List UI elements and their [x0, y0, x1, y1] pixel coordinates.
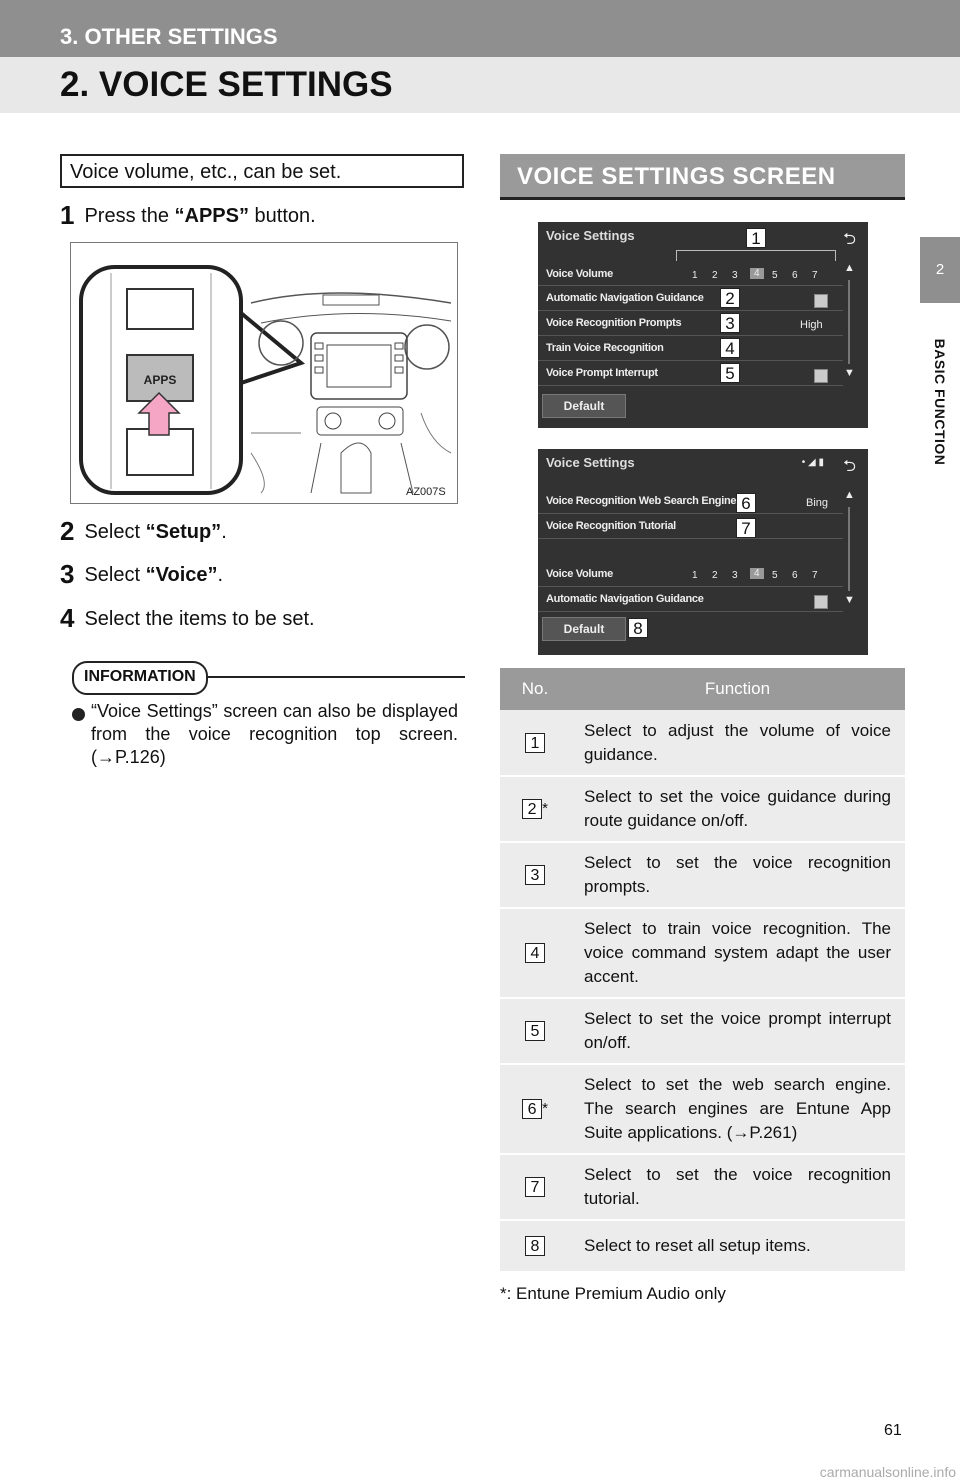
function-text: Select to set the voice prompt interrupt on/off. — [570, 998, 905, 1064]
number-box: 1 — [525, 733, 545, 753]
volume-4-selected[interactable]: 4 — [750, 568, 764, 579]
number-box: 5 — [525, 1021, 545, 1041]
function-text: Select to set the voice guidance during route guidance on/off. — [570, 776, 905, 842]
row-voice-prompt-interrupt[interactable]: Voice Prompt Interrupt — [546, 367, 658, 379]
number-box: 6 — [522, 1099, 542, 1119]
scroll-down-icon[interactable]: ▼ — [844, 367, 855, 379]
header-function: Function — [570, 668, 905, 710]
row-voice-volume[interactable]: Voice Volume — [546, 568, 613, 580]
row-auto-nav-guidance[interactable]: Automatic Navigation Guidance — [546, 292, 704, 304]
watermark: carmanualsonline.info — [819, 1464, 956, 1480]
table-row: 6 * Select to set the web search engine. The search engines are Entune App Suite applications. (→P.261) — [500, 1064, 905, 1154]
intro-box: Voice volume, etc., can be set. — [60, 154, 464, 188]
volume-2[interactable]: 2 — [712, 570, 718, 581]
information-tag: INFORMATION — [72, 661, 208, 695]
chapter-label: BASIC FUNCTION — [932, 338, 948, 466]
number-box: 2 — [522, 799, 542, 819]
chapter-tab: 2 — [920, 237, 960, 303]
function-text: Select to adjust the volume of voice guidance. — [570, 710, 905, 776]
back-icon: ⮌ — [843, 231, 856, 248]
function-text: Select to train voice recognition. The voice command system adapt the user accent. — [570, 908, 905, 998]
callout-5: 5 — [720, 363, 740, 383]
row-auto-nav-guidance[interactable]: Automatic Navigation Guidance — [546, 593, 704, 605]
information-body — [72, 700, 458, 769]
page-title-bar — [0, 57, 960, 113]
back-icon: ⮌ — [843, 458, 856, 475]
row-web-search-engine[interactable]: Voice Recognition Web Search Engine — [546, 495, 737, 507]
screen-title: Voice Settings — [546, 455, 635, 470]
volume-7[interactable]: 7 — [812, 570, 818, 581]
volume-3[interactable]: 3 — [732, 270, 738, 281]
section-header-bar — [0, 0, 960, 57]
scroll-down-icon[interactable]: ▼ — [844, 594, 855, 606]
voice-settings-screen-1 — [538, 222, 868, 428]
chapter-label-box — [920, 318, 960, 486]
table-row — [500, 998, 905, 1064]
engine-value: Bing — [806, 497, 829, 509]
apps-button-label: APPS — [143, 373, 177, 387]
bullet-icon — [72, 700, 91, 769]
function-text: Select to reset all setup items. — [570, 1220, 905, 1272]
volume-6[interactable]: 6 — [792, 270, 798, 281]
table-row — [500, 842, 905, 908]
callout-2: 2 — [720, 288, 740, 308]
function-text: Select to set the web search engine. The search engines are Entune App Suite applications. (→P.261) — [570, 1064, 905, 1154]
voice-settings-screen-2 — [538, 449, 868, 655]
page-number: 61 — [884, 1422, 902, 1439]
volume-1[interactable]: 1 — [692, 270, 698, 281]
row-voice-recognition-prompts[interactable]: Voice Recognition Prompts — [546, 317, 682, 329]
step-4: 4 Select the items to be set. — [60, 603, 315, 633]
guidance-checkbox[interactable] — [814, 595, 828, 609]
volume-4-selected[interactable]: 4 — [750, 268, 764, 279]
number-box: 4 — [525, 943, 545, 963]
table-row — [500, 1220, 905, 1272]
number-box: 7 — [525, 1177, 545, 1197]
function-table — [500, 668, 905, 1273]
table-row — [500, 1154, 905, 1220]
status-icons: • ◢ ▮ — [801, 457, 824, 468]
callout-8: 8 — [628, 618, 648, 638]
table-row — [500, 908, 905, 998]
dashboard-illustration — [71, 243, 457, 503]
screen-title: Voice Settings — [546, 228, 635, 243]
number-box: 3 — [525, 865, 545, 885]
scroll-up-icon[interactable]: ▲ — [844, 489, 855, 501]
callout-1: 1 — [746, 228, 766, 248]
step-1: 1 Press the “APPS” button. — [60, 200, 316, 230]
volume-6[interactable]: 6 — [792, 570, 798, 581]
step-2: 2 Select “Setup”. — [60, 516, 227, 546]
table-header-row — [500, 668, 905, 710]
apps-button-figure — [70, 242, 458, 504]
row-train-voice-recognition[interactable]: Train Voice Recognition — [546, 342, 664, 354]
default-button[interactable]: Default — [542, 394, 626, 418]
prompts-value: High — [800, 319, 823, 331]
interrupt-checkbox[interactable] — [814, 369, 828, 383]
callout-4: 4 — [720, 338, 740, 358]
guidance-checkbox[interactable] — [814, 294, 828, 308]
callout-3: 3 — [720, 313, 740, 333]
section-title: 3. OTHER SETTINGS — [60, 24, 278, 49]
footnote: *: Entune Premium Audio only — [500, 1284, 726, 1303]
figure-code: AZ007S — [406, 486, 446, 498]
volume-5[interactable]: 5 — [772, 270, 778, 281]
volume-5[interactable]: 5 — [772, 570, 778, 581]
function-text: Select to set the voice recognition tutorial. — [570, 1154, 905, 1220]
table-row: 2 * Select to set the voice guidance during route guidance on/off. — [500, 776, 905, 842]
information-text: “Voice Settings” screen can also be displayed from the voice recognition top screen. (→P.126) — [91, 701, 458, 767]
callout-7: 7 — [736, 518, 756, 538]
volume-1[interactable]: 1 — [692, 570, 698, 581]
function-text: Select to set the voice recognition prompts. — [570, 842, 905, 908]
volume-2[interactable]: 2 — [712, 270, 718, 281]
header-no: No. — [500, 668, 570, 710]
volume-3[interactable]: 3 — [732, 570, 738, 581]
number-box: 8 — [525, 1236, 545, 1256]
step-3: 3 Select “Voice”. — [60, 559, 224, 589]
table-row — [500, 710, 905, 776]
default-button[interactable]: Default — [542, 617, 626, 641]
volume-7[interactable]: 7 — [812, 270, 818, 281]
scroll-up-icon[interactable]: ▲ — [844, 262, 855, 274]
voice-settings-screen-heading: VOICE SETTINGS SCREEN — [500, 154, 905, 200]
row-voice-volume[interactable]: Voice Volume — [546, 268, 613, 280]
row-voice-recognition-tutorial[interactable]: Voice Recognition Tutorial — [546, 520, 676, 532]
page-title: 2. VOICE SETTINGS — [60, 65, 393, 104]
callout-6: 6 — [736, 493, 756, 513]
